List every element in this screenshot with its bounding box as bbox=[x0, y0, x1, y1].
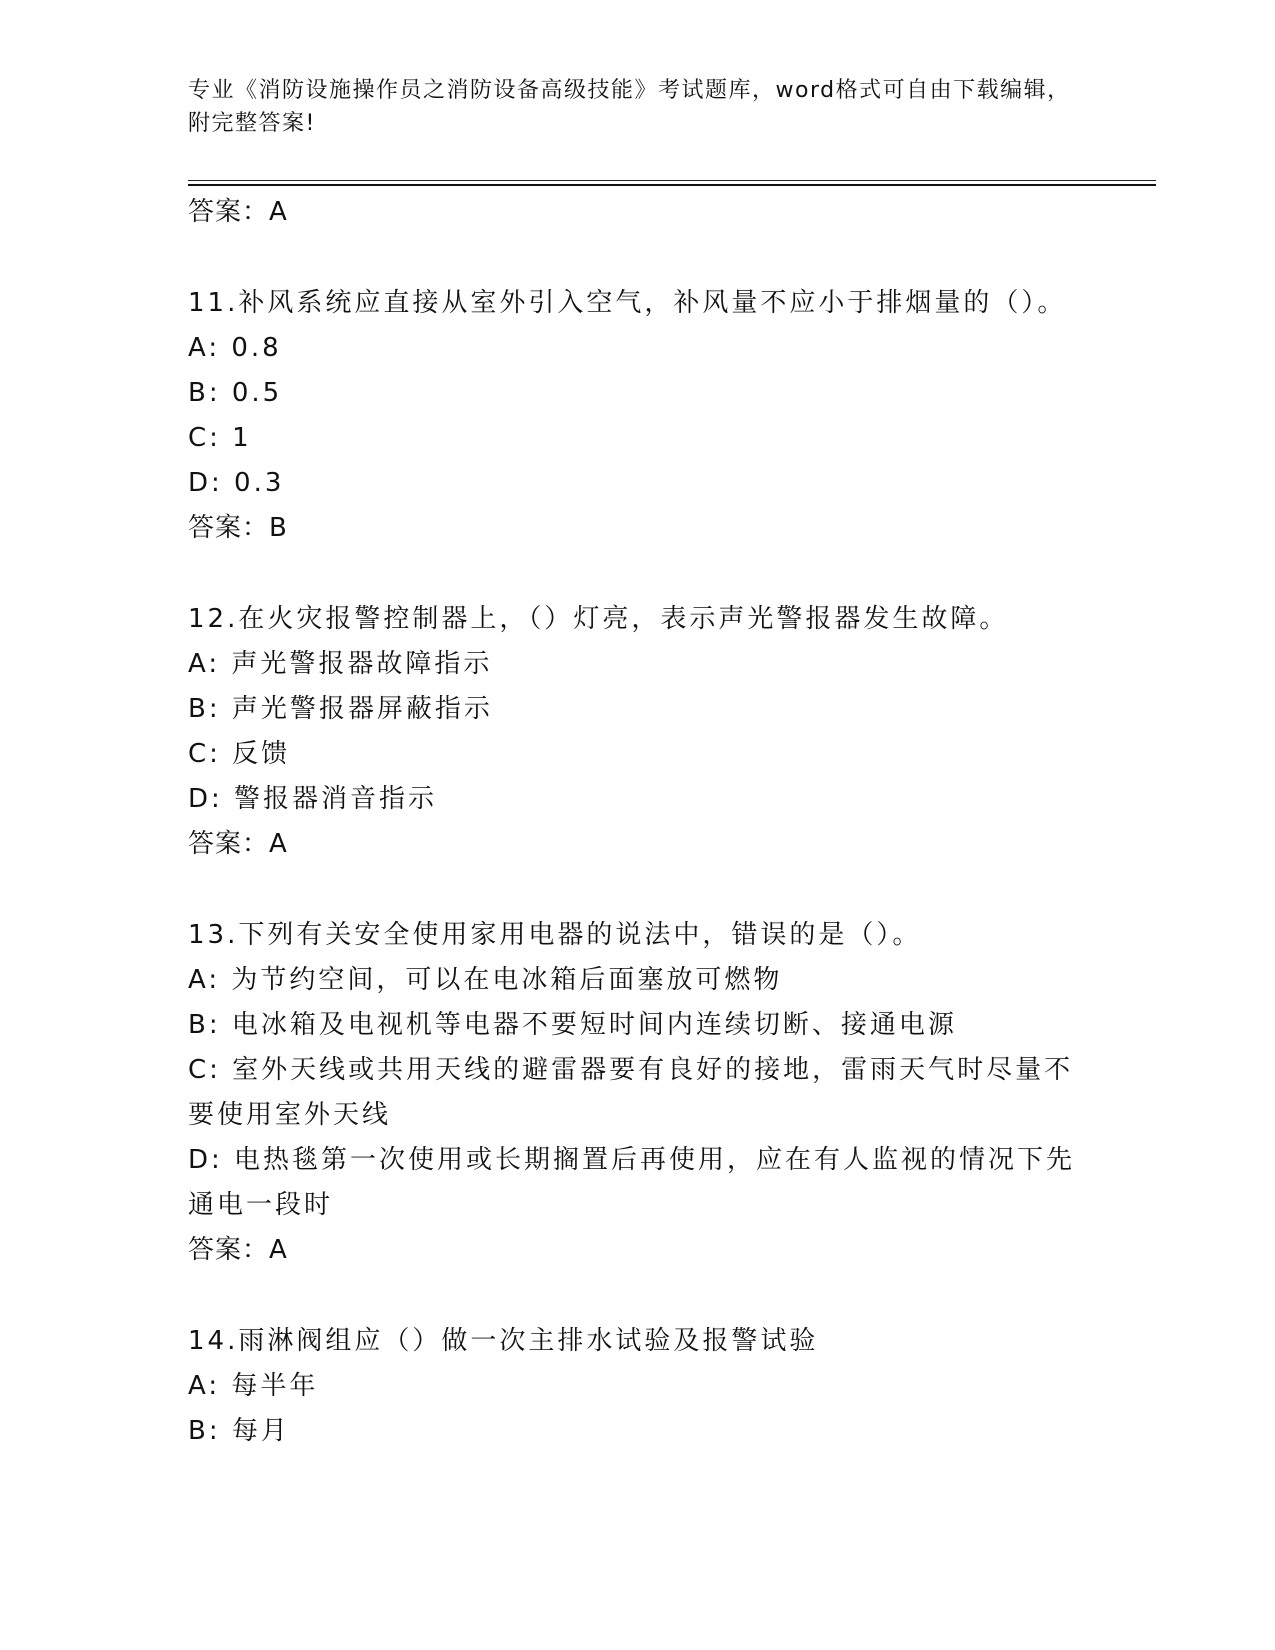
question-stem: 11.补风系统应直接从室外引入空气，补风量不应小于排烟量的（）。 bbox=[188, 288, 1067, 318]
option-b: B: 每月 bbox=[188, 1416, 290, 1446]
option-b: B: 电冰箱及电视机等电器不要短时间内连续切断、接通电源 bbox=[188, 1010, 957, 1040]
question-stem: 13.下列有关安全使用家用电器的说法中，错误的是（）。 bbox=[188, 920, 922, 950]
previous-answer: 答案：A bbox=[188, 197, 288, 227]
question-stem: 12.在火灾报警控制器上，（）灯亮，表示声光警报器发生故障。 bbox=[188, 604, 1009, 634]
option-a: A: 每半年 bbox=[188, 1371, 319, 1401]
answer-line: 答案：A bbox=[188, 829, 288, 859]
option-c: C: 1 bbox=[188, 423, 252, 453]
option-b: B: 声光警报器屏蔽指示 bbox=[188, 694, 493, 724]
option-d: D: 0.3 bbox=[188, 468, 285, 498]
answer-line: 答案：B bbox=[188, 513, 288, 543]
question-stem: 14.雨淋阀组应（）做一次主排水试验及报警试验 bbox=[188, 1326, 819, 1356]
option-a: A: 声光警报器故障指示 bbox=[188, 649, 493, 679]
question-list bbox=[188, 190, 1088, 1454]
question-12 bbox=[188, 597, 1088, 867]
header-divider-thin bbox=[188, 180, 1156, 181]
question-13 bbox=[188, 913, 1088, 1273]
option-d: D: 警报器消音指示 bbox=[188, 784, 438, 814]
option-c: C: 室外天线或共用天线的避雷器要有良好的接地，雷雨天气时尽量不要使用室外天线 bbox=[188, 1055, 1074, 1130]
answer-line: 答案：A bbox=[188, 1235, 288, 1265]
spacer bbox=[188, 551, 1088, 597]
option-b: B: 0.5 bbox=[188, 378, 283, 408]
spacer bbox=[188, 867, 1088, 913]
question-11 bbox=[188, 281, 1088, 551]
spacer bbox=[188, 235, 1088, 281]
document-header: 专业《消防设施操作员之消防设备高级技能》考试题库，word格式可自由下载编辑，附完整答案! bbox=[188, 78, 1071, 136]
option-d: D: 电热毯第一次使用或长期搁置后再使用，应在有人监视的情况下先通电一段时 bbox=[188, 1145, 1076, 1220]
header-divider-thick bbox=[188, 184, 1156, 186]
spacer bbox=[188, 1273, 1088, 1319]
question-14 bbox=[188, 1319, 1088, 1454]
option-a: A: 0.8 bbox=[188, 333, 282, 363]
option-c: C: 反馈 bbox=[188, 739, 291, 769]
option-a: A: 为节约空间，可以在电冰箱后面塞放可燃物 bbox=[188, 965, 783, 995]
